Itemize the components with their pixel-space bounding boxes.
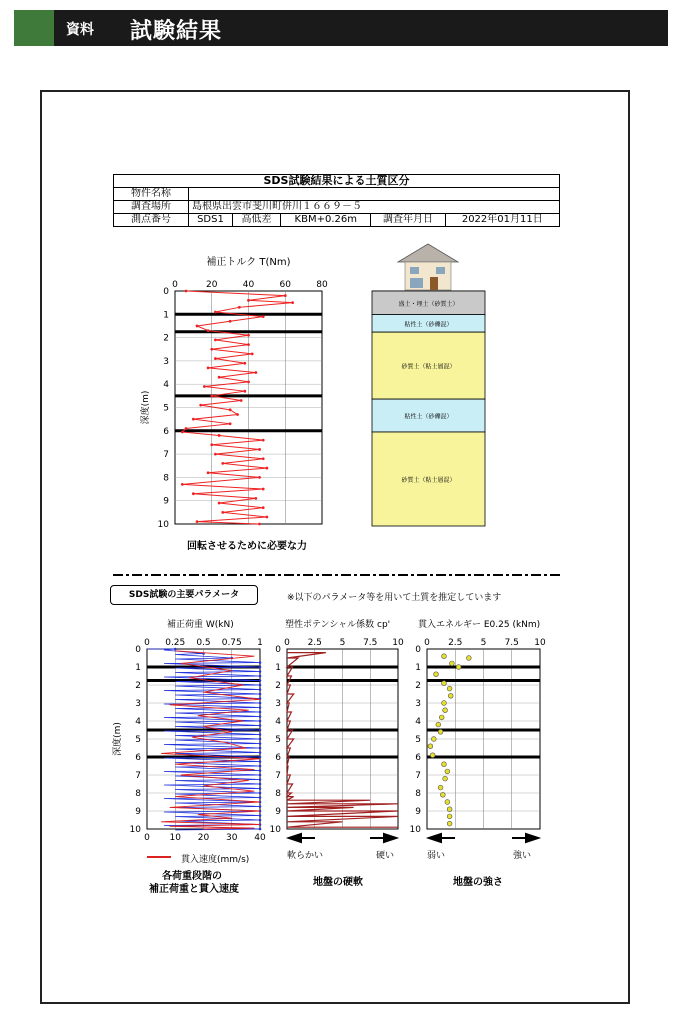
- torque-data-point: [210, 394, 213, 397]
- energy-data-point: [443, 776, 448, 781]
- load-ytick-label: 3: [135, 699, 141, 709]
- parameter-note: ※以下のパラメータ等を用いて土質を推定しています: [287, 593, 502, 603]
- torque-data-point: [210, 348, 213, 351]
- energy-data-point: [442, 701, 447, 706]
- load-bottom-tick-label: 30: [226, 833, 238, 843]
- load-data-point: [259, 706, 262, 709]
- load-data-point: [259, 819, 262, 822]
- energy-ytick-label: 2: [415, 681, 421, 691]
- cp-ytick-label: 7: [275, 771, 281, 781]
- torque-ytick-label: 0: [163, 287, 169, 297]
- load-xtick-label: 1: [257, 638, 263, 648]
- torque-ytick-label: 1: [163, 310, 169, 321]
- torque-data-point: [265, 516, 268, 519]
- torque-data-point: [218, 502, 221, 505]
- torque-data-point: [243, 390, 246, 393]
- torque-data-point: [185, 427, 188, 430]
- parameter-section-label: SDS試験の主要パラメータ: [110, 585, 258, 605]
- load-data-point: [259, 684, 262, 687]
- energy-data-point: [447, 814, 452, 819]
- torque-data-point: [243, 362, 246, 365]
- torque-data-point: [254, 371, 257, 374]
- load-ytick-label: 7: [135, 771, 141, 781]
- load-data-point: [174, 648, 177, 651]
- cp-ytick-label: 2: [275, 681, 281, 691]
- load-data-point: [259, 783, 262, 786]
- torque-data-point: [196, 520, 199, 523]
- load-ytick-label: 10: [129, 825, 141, 835]
- load-data-point: [259, 738, 262, 741]
- energy-data-point: [447, 686, 452, 691]
- load-data-point: [259, 747, 262, 750]
- cp-ytick-label: 1: [275, 663, 281, 673]
- load-data-point: [259, 724, 262, 727]
- load-data-point: [259, 814, 262, 817]
- torque-data-point: [218, 434, 221, 437]
- energy-xtick-label: 10: [534, 638, 546, 648]
- torque-xtick-label: 60: [279, 280, 291, 290]
- load-data-point: [259, 805, 262, 808]
- torque-data-point: [203, 385, 206, 388]
- torque-data-point: [262, 439, 265, 442]
- cp-xtick-label: 5: [339, 638, 346, 648]
- cp-ytick-label: 5: [275, 735, 281, 745]
- energy-ytick-label: 1: [415, 663, 421, 673]
- energy-data-point: [466, 656, 471, 661]
- torque-data-point: [247, 334, 250, 337]
- torque-data-point: [214, 357, 217, 360]
- torque-data-point: [265, 467, 268, 470]
- house-window: [410, 267, 419, 274]
- torque-data-point: [238, 306, 241, 309]
- cp-ytick-label: 8: [275, 789, 281, 799]
- strong-arrow-icon: [512, 834, 538, 842]
- load-xtick-label: 0.75: [221, 638, 242, 648]
- torque-ytick-label: 8: [163, 473, 169, 484]
- cp-chart-title: 塑性ポテンシャル係数 cp': [285, 620, 391, 630]
- load-ytick-label: 1: [135, 663, 141, 673]
- e-weak-label: 弱い: [427, 851, 446, 861]
- load-data-point: [259, 661, 262, 664]
- energy-data-point: [440, 792, 445, 797]
- torque-data-point: [214, 311, 217, 314]
- torque-data-point: [214, 453, 217, 456]
- w-caption-1: 各荷重段階の: [162, 871, 222, 882]
- page-title: 試験結果: [130, 19, 223, 44]
- energy-xtick-label: 7.5: [504, 638, 519, 648]
- torque-data-point: [196, 325, 199, 328]
- e-caption: 地盤の強さ: [453, 877, 503, 888]
- torque-data-point: [284, 294, 287, 297]
- load-data-point: [259, 765, 262, 768]
- energy-data-point: [438, 729, 443, 734]
- point-value: SDS1: [189, 214, 233, 227]
- house-window: [436, 267, 445, 274]
- soil-layer-label: 粘性土（砂礫混）: [404, 413, 453, 421]
- house-window: [410, 278, 423, 288]
- load-data-point: [259, 670, 262, 673]
- energy-xtick-label: 5: [480, 638, 487, 648]
- load-data-point: [259, 720, 262, 723]
- load-data-point: [259, 733, 262, 736]
- load-ylabel: 深度(m): [113, 722, 123, 756]
- load-ytick-label: 9: [135, 807, 141, 817]
- load-data-point: [259, 756, 262, 759]
- soil-layer-label: 盛土・埋土（砂質土）: [398, 300, 459, 308]
- energy-ytick-label: 4: [415, 717, 421, 727]
- load-ytick-label: 8: [135, 789, 141, 799]
- load-data-point: [259, 675, 262, 678]
- cp-xtick-label: 7.5: [363, 638, 378, 648]
- torque-data-point: [291, 301, 294, 304]
- load-data-point: [259, 666, 262, 669]
- energy-ytick-label: 5: [415, 735, 421, 745]
- w-caption-2: 補正荷重と貫入速度: [149, 884, 239, 895]
- energy-data-point: [449, 661, 454, 666]
- cp-ytick-label: 4: [275, 717, 281, 727]
- load-data-point: [259, 792, 262, 795]
- torque-ytick-label: 2: [163, 333, 169, 344]
- energy-data-point: [431, 737, 436, 742]
- load-xtick-label: 0.5: [196, 638, 211, 648]
- energy-ytick-label: 0: [415, 645, 421, 655]
- house-door: [430, 277, 438, 290]
- torque-data-point: [262, 506, 265, 509]
- torque-xtick-label: 20: [206, 280, 218, 290]
- load-xtick-label: 0.25: [165, 638, 186, 648]
- energy-ytick-label: 7: [415, 771, 421, 781]
- torque-data-point: [221, 462, 224, 465]
- header-tag: 資料: [66, 22, 94, 38]
- torque-data-point: [258, 523, 261, 526]
- cp-hard-label: 硬い: [376, 851, 395, 861]
- torque-data-point: [247, 299, 250, 302]
- elev-value: KBM+0.26m: [281, 214, 371, 227]
- energy-data-point: [442, 762, 447, 767]
- torque-data-point: [192, 492, 195, 495]
- load-data-point: [259, 828, 262, 831]
- torque-data-point: [192, 418, 195, 421]
- date-value: 2022年01月11日: [445, 214, 559, 227]
- torque-ytick-label: 6: [163, 426, 169, 437]
- torque-data-point: [251, 353, 254, 356]
- e-chart-title: 貫入エネルギー E0.25 (kNm): [418, 620, 541, 630]
- energy-data-point: [456, 665, 461, 670]
- load-ytick-label: 4: [135, 717, 141, 727]
- load-data-point: [259, 796, 262, 799]
- torque-xtick-label: 80: [316, 280, 328, 290]
- torque-caption: 回転させるために必要な力: [187, 541, 307, 552]
- date-label: 調査年月日: [371, 214, 445, 227]
- cp-ytick-label: 10: [269, 825, 281, 835]
- energy-ytick-label: 6: [415, 753, 421, 763]
- cp-ytick-label: 0: [275, 645, 281, 655]
- energy-ytick-label: 10: [409, 825, 421, 835]
- load-ytick-label: 0: [135, 645, 141, 655]
- soil-layer-label: 砂質土（粘土層混）: [401, 363, 456, 371]
- soft-arrow-icon: [289, 834, 315, 842]
- load-data-point: [259, 751, 262, 754]
- torque-data-point: [185, 290, 188, 293]
- cp-xtick-label: 0: [284, 638, 290, 648]
- e-strong-label: 強い: [513, 851, 532, 861]
- torque-data-point: [229, 320, 232, 323]
- v-legend-label: 貫入速度(mm/s): [181, 855, 250, 865]
- load-data-point: [259, 778, 262, 781]
- load-data-point: [259, 742, 262, 745]
- torque-data-point: [258, 448, 261, 451]
- elev-label: 高低差: [232, 214, 280, 227]
- soil-layer-label: 砂質土（粘土層混）: [401, 477, 456, 484]
- torque-ytick-label: 9: [163, 496, 169, 507]
- cp-ytick-label: 3: [275, 699, 281, 709]
- energy-data-point: [445, 769, 450, 774]
- torque-data-point: [262, 488, 265, 491]
- energy-data-point: [443, 708, 448, 713]
- load-data-point: [259, 715, 262, 718]
- torque-data-point: [262, 315, 265, 318]
- torque-ytick-label: 3: [163, 356, 169, 367]
- cp-ytick-label: 9: [275, 807, 281, 817]
- energy-xtick-label: 0: [424, 638, 430, 648]
- torque-data-point: [221, 511, 224, 514]
- property-label: 物件名称: [114, 188, 189, 201]
- torque-data-point: [240, 399, 243, 402]
- load-bottom-tick-label: 40: [254, 833, 266, 843]
- load-data-point: [259, 769, 262, 772]
- torque-ytick-label: 4: [163, 380, 169, 391]
- house-roof: [398, 244, 458, 262]
- torque-data-point: [258, 476, 261, 479]
- energy-data-point: [442, 681, 447, 686]
- cp-ytick-label: 6: [275, 753, 281, 763]
- energy-data-point: [438, 785, 443, 790]
- cp-soft-label: 軟らかい: [287, 851, 324, 861]
- load-bottom-tick-label: 0: [144, 833, 150, 843]
- torque-data-point: [207, 366, 210, 369]
- load-bottom-tick-label: 20: [197, 833, 210, 843]
- w-chart-title: 補正荷重 W(kN): [167, 620, 234, 630]
- torque-data-point: [247, 380, 250, 383]
- torque-data-point: [236, 413, 239, 416]
- torque-ytick-label: 7: [163, 450, 169, 461]
- torque-data-point: [229, 408, 232, 411]
- torque-data-point: [199, 404, 202, 407]
- load-ytick-label: 5: [135, 735, 141, 745]
- torque-xtick-label: 0: [172, 280, 178, 290]
- energy-ytick-label: 9: [415, 807, 421, 817]
- energy-data-point: [434, 672, 439, 677]
- torque-data-point: [214, 339, 217, 342]
- energy-data-point: [439, 715, 444, 720]
- torque-ylabel: 深度(m): [141, 390, 151, 425]
- torque-chart-title: 補正トルク T(Nm): [206, 257, 291, 268]
- energy-data-point: [448, 693, 453, 698]
- energy-data-point: [445, 800, 450, 805]
- torque-data-point: [229, 422, 232, 425]
- energy-data-point: [436, 722, 441, 727]
- weak-arrow-icon: [429, 834, 455, 842]
- torque-data-point: [262, 457, 265, 460]
- cp-caption: 地盤の硬軟: [313, 877, 363, 888]
- load-ytick-label: 2: [135, 681, 141, 691]
- energy-xtick-label: 2.5: [448, 638, 463, 648]
- load-data-point: [259, 729, 262, 732]
- hard-arrow-icon: [370, 834, 396, 842]
- torque-data-point: [254, 497, 257, 500]
- energy-data-point: [430, 753, 435, 758]
- load-data-point: [259, 760, 262, 763]
- energy-data-point: [447, 807, 452, 812]
- location-label: 調査場所: [114, 201, 189, 214]
- load-data-point: [259, 787, 262, 790]
- load-xtick-label: 0: [144, 638, 150, 648]
- cp-xtick-label: 2.5: [307, 638, 322, 648]
- soil-layer-label: 粘性土（砂礫混）: [404, 321, 453, 329]
- location-value: 島根県出雲市斐川町併川１６６９－５: [189, 201, 560, 214]
- torque-ytick-label: 5: [163, 403, 169, 414]
- cp-xtick-label: 10: [392, 638, 404, 648]
- load-data-point: [259, 702, 262, 705]
- load-ytick-label: 6: [135, 753, 141, 763]
- point-label: 測点番号: [114, 214, 189, 227]
- energy-data-point: [447, 821, 452, 826]
- load-data-point: [259, 679, 262, 682]
- torque-data-point: [207, 329, 210, 332]
- report-title: SDS試験結果による土質区分: [114, 175, 560, 188]
- load-bottom-tick-label: 10: [169, 833, 181, 843]
- torque-data-point: [181, 431, 184, 434]
- energy-data-point: [428, 744, 433, 749]
- load-data-point: [259, 711, 262, 714]
- energy-data-point: [442, 654, 447, 659]
- torque-data-point: [207, 471, 210, 474]
- energy-ytick-label: 8: [415, 789, 421, 799]
- energy-ytick-label: 3: [415, 699, 421, 709]
- load-data-point: [259, 688, 262, 691]
- torque-ytick-label: 10: [157, 520, 169, 530]
- torque-xtick-label: 40: [242, 280, 255, 290]
- torque-data-point: [181, 483, 184, 486]
- load-data-point: [259, 693, 262, 696]
- load-data-point: [259, 774, 262, 777]
- torque-data-point: [218, 376, 221, 379]
- torque-data-point: [247, 343, 250, 346]
- torque-data-point: [210, 443, 213, 446]
